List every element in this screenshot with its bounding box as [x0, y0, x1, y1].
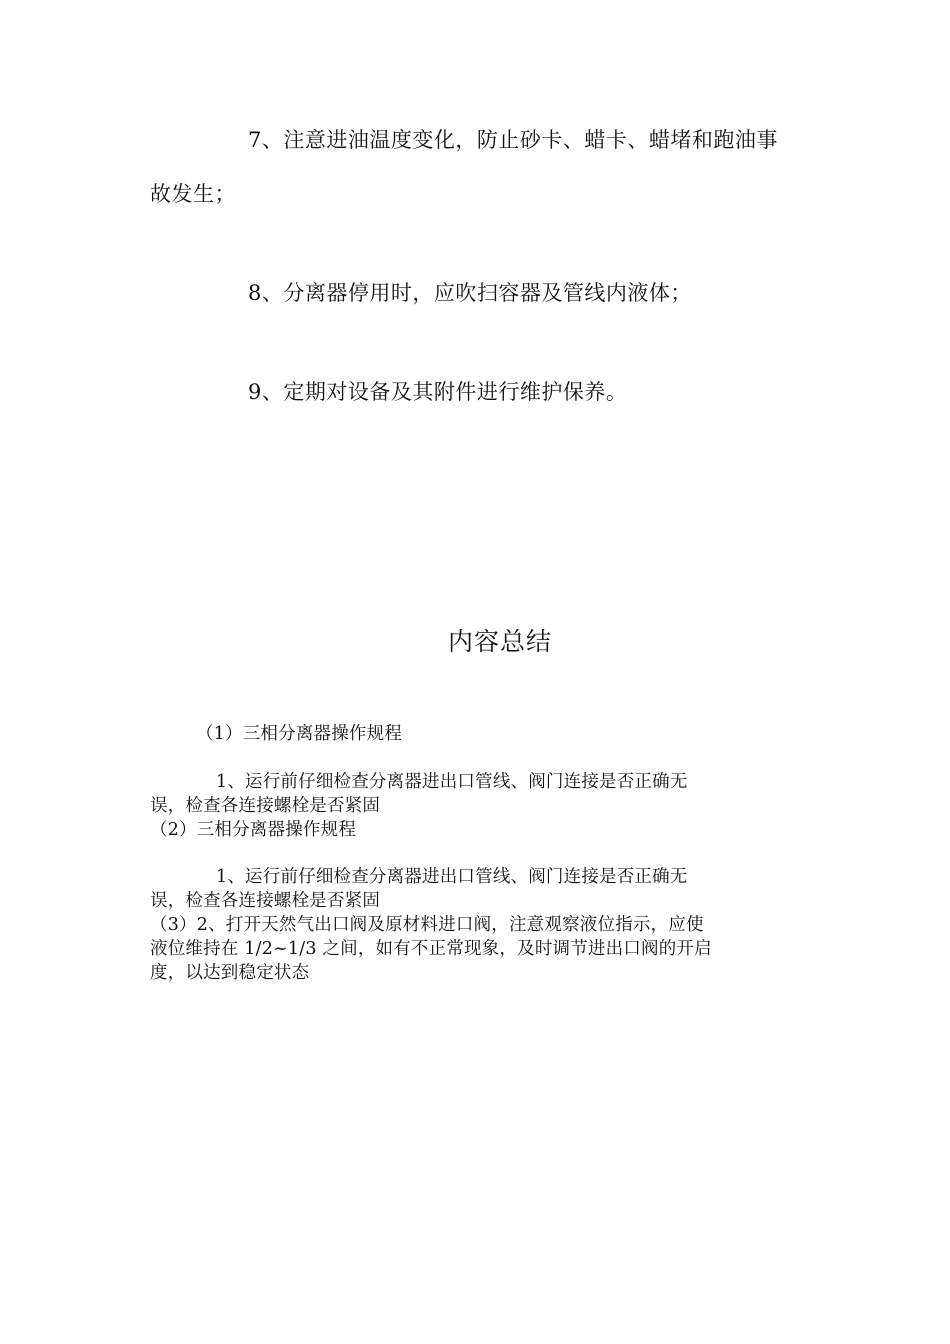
item-7-line-2: 故发生； — [150, 182, 236, 206]
summary-section-3-line-1: （3）2、打开天然气出口阀及原材料进口阀，注意观察液位指示，应使 — [150, 915, 704, 935]
item-9: 9、定期对设备及其附件进行维护保养。 — [248, 380, 628, 404]
summary-section-3-line-2: 液位维持在 1/2~1/3 之间，如有不正常现象，及时调节进出口阀的开启 — [150, 939, 712, 959]
summary-section-2-line-2: 误，检查各连接螺栓是否紧固 — [150, 891, 381, 911]
item-8: 8、分离器停用时，应吹扫容器及管线内液体； — [248, 281, 692, 305]
summary-section-2-heading: （2）三相分离器操作规程 — [150, 820, 357, 840]
item-7-line-1: 7、注意进油温度变化，防止砂卡、蜡卡、蜡堵和跑油事 — [248, 128, 778, 152]
summary-title: 内容总结 — [448, 627, 553, 656]
summary-section-2-line-1: 1、运行前仔细检查分离器进出口管线、阀门连接是否正确无 — [216, 867, 688, 887]
summary-section-1-heading: （1）三相分离器操作规程 — [196, 724, 403, 744]
summary-section-1-line-2: 误，检查各连接螺栓是否紧固 — [150, 796, 381, 816]
summary-section-3-line-3: 度，以达到稳定状态 — [150, 963, 310, 983]
summary-section-1-line-1: 1、运行前仔细检查分离器进出口管线、阀门连接是否正确无 — [216, 772, 688, 792]
